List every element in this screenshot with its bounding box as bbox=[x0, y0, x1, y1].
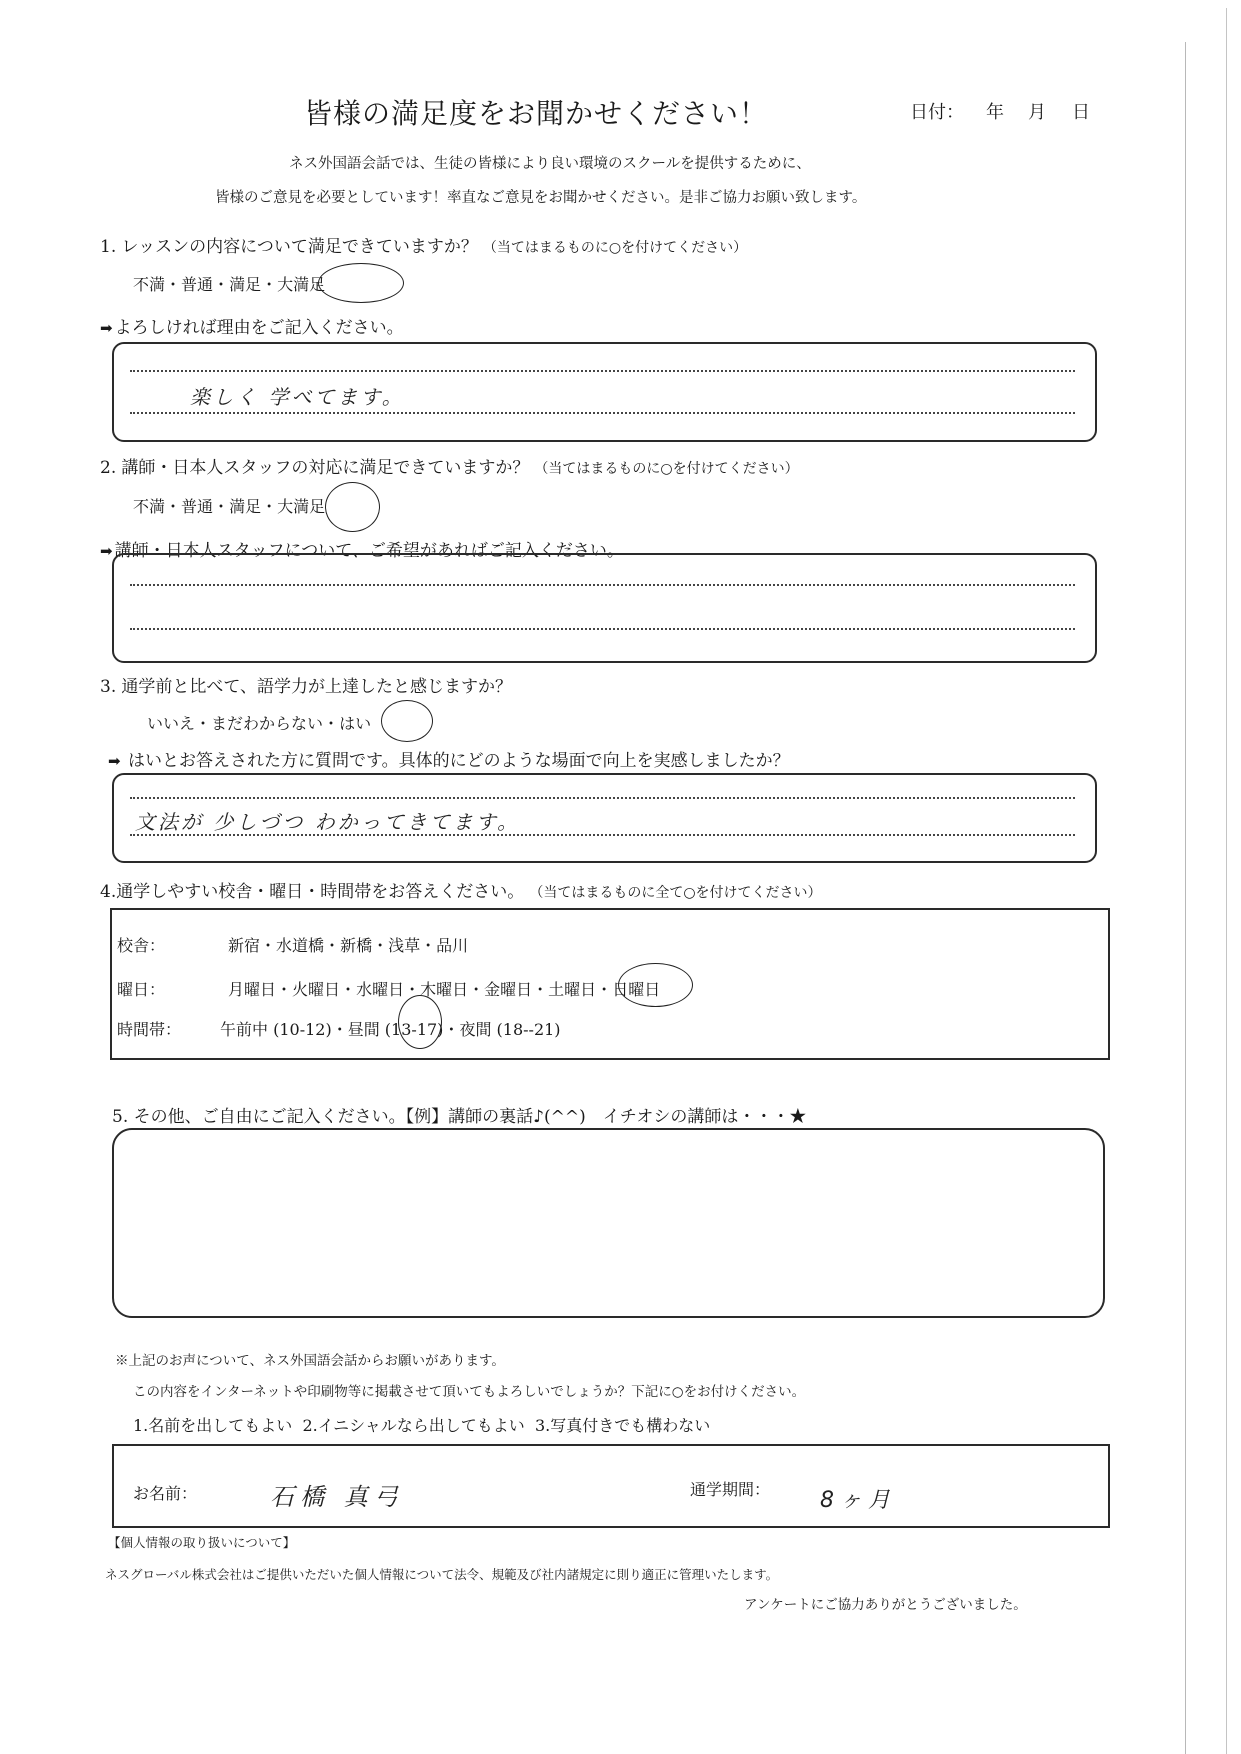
q1-option-1[interactable]: 不満 bbox=[133, 275, 166, 294]
q1-option-4-selected[interactable]: 大満足 bbox=[277, 275, 326, 294]
day-option[interactable]: 月曜日 bbox=[228, 980, 277, 999]
consent-option-3[interactable]: 3.写真付きでも構わない bbox=[534, 1416, 711, 1435]
q1-heading bbox=[100, 232, 747, 257]
q3-options: いいえ・まだわからない・はい bbox=[147, 714, 372, 733]
q4-time-label: 時間帯： bbox=[117, 1020, 182, 1039]
day-option[interactable]: 金曜日 bbox=[484, 980, 533, 999]
arrow-right-icon: ➡ bbox=[108, 752, 121, 770]
consent-option-1[interactable]: 1.名前を出してもよい bbox=[133, 1416, 293, 1435]
q5-heading bbox=[112, 1102, 806, 1127]
q2-answer-box[interactable] bbox=[112, 553, 1097, 663]
q1-option-2[interactable]: 普通 bbox=[181, 275, 214, 294]
q2-option-4-selected[interactable]: 大満足 bbox=[277, 497, 326, 516]
thanks-message: アンケートにご協力ありがとうございました。 bbox=[744, 1597, 1027, 1613]
q4-number: 4. bbox=[100, 882, 117, 902]
time-option-selected[interactable]: 昼間 (13-17) bbox=[347, 1020, 444, 1039]
q3-option-2[interactable]: まだわからない bbox=[211, 714, 324, 733]
q2-prompt: ➡ 講師・日本人スタッフについて、ご希望があればご記入ください。 bbox=[100, 541, 624, 561]
q1-handwritten-answer: 楽しく 学べてます。 bbox=[190, 385, 405, 409]
q4-hint: （当てはまるものに全て○を付けてください） bbox=[529, 885, 822, 901]
privacy-text: ネスグローバル株式会社はご提供いただいた個人情報について法令、規範及び社内諸規定に則り適正に管理いたします。 bbox=[105, 1567, 779, 1582]
q1-number: 1. bbox=[100, 237, 117, 257]
q4-day-selection-circle bbox=[618, 963, 693, 1007]
date-label: 日付： bbox=[910, 102, 964, 123]
q1-options: 不満・普通・満足・大満足 bbox=[133, 275, 326, 294]
campus-option[interactable]: 水道橋 bbox=[276, 936, 325, 955]
student-name-value[interactable]: 石橋 真弓 bbox=[270, 1483, 404, 1511]
q5-question: その他、ご自由にご記入ください。【例】講師の裏話♪(^^) イチオシの講師は・・・★ bbox=[133, 1107, 807, 1127]
study-period-label: 通学期間： bbox=[690, 1480, 771, 1499]
q1-selection-circle bbox=[318, 263, 404, 303]
q3-prompt: ➡ はいとお答えされた方に質問です。具体的にどのような場面で向上を実感しましたか？ bbox=[108, 751, 790, 771]
consent-request: この内容をインターネットや印刷物等に掲載させて頂いてもよろしいでしょうか？下記に○をお付けください。 bbox=[133, 1384, 806, 1400]
day-option[interactable]: 火曜日 bbox=[292, 980, 341, 999]
intro-line-1: ネス外国語会話では、生徒の皆様により良い環境のスクールを提供するために、 bbox=[289, 156, 811, 172]
writing-line bbox=[130, 797, 1075, 799]
writing-line bbox=[130, 584, 1075, 586]
q3-selection-circle bbox=[381, 700, 433, 742]
writing-line bbox=[130, 412, 1075, 414]
q4-day-options: 月曜日・火曜日・水曜日・木曜日・金曜日・土曜日・日曜日 bbox=[228, 980, 661, 999]
q3-option-1[interactable]: いいえ bbox=[147, 714, 196, 733]
student-name-label: お名前： bbox=[133, 1484, 198, 1503]
scan-edge-line bbox=[1226, 8, 1227, 1754]
q2-heading bbox=[100, 453, 799, 478]
day-option[interactable]: 日曜日 bbox=[612, 980, 661, 999]
arrow-right-icon: ➡ bbox=[100, 319, 113, 337]
writing-line bbox=[130, 628, 1075, 630]
arrow-right-icon: ➡ bbox=[100, 542, 113, 560]
q3-handwritten-answer: 文法が 少しづつ わかってきてます。 bbox=[135, 810, 521, 834]
date-month-label: 月 bbox=[1028, 102, 1046, 123]
q2-question: 講師・日本人スタッフの対応に満足できていますか？ bbox=[121, 458, 530, 478]
q2-selection-circle bbox=[325, 482, 380, 532]
day-option[interactable]: 木曜日 bbox=[420, 980, 469, 999]
consent-option-2[interactable]: 2.イニシャルなら出してもよい bbox=[302, 1416, 525, 1435]
privacy-heading: 【個人情報の取り扱いについて】 bbox=[108, 1535, 296, 1550]
campus-option[interactable]: 浅草 bbox=[388, 936, 421, 955]
student-info-box bbox=[112, 1444, 1110, 1528]
time-option[interactable]: 午前中 (10-12) bbox=[220, 1020, 332, 1039]
writing-line bbox=[130, 370, 1075, 372]
date-day-label: 日 bbox=[1072, 102, 1090, 123]
q3-option-3-selected[interactable]: はい bbox=[339, 714, 372, 733]
q1-prompt: ➡ よろしければ理由をご記入ください。 bbox=[100, 318, 404, 338]
intro-line-2: 皆様のご意見を必要としています！率直なご意見をお聞かせください。是非ご協力お願い致します。 bbox=[215, 190, 867, 206]
q4-campus-options: 新宿・水道橋・新橋・浅草・品川 bbox=[228, 936, 469, 955]
q5-answer-box[interactable] bbox=[112, 1128, 1105, 1318]
q2-hint: （当てはまるものに○を付けてください） bbox=[534, 461, 799, 477]
q2-number: 2. bbox=[100, 458, 117, 478]
q4-time-selection-circle bbox=[398, 995, 442, 1049]
day-option[interactable]: 水曜日 bbox=[356, 980, 405, 999]
day-option-selected[interactable]: 土曜日 bbox=[548, 980, 597, 999]
q4-day-label: 曜日： bbox=[117, 980, 166, 999]
q2-option-2[interactable]: 普通 bbox=[181, 497, 214, 516]
q3-heading bbox=[100, 672, 512, 697]
q4-question: 通学しやすい校舎・曜日・時間帯をお答えください。 bbox=[116, 882, 525, 902]
study-period-value[interactable]: 8ヶ月 bbox=[820, 1488, 896, 1513]
page-title: 皆様の満足度をお聞かせください！ bbox=[304, 97, 769, 130]
q4-heading bbox=[100, 877, 822, 902]
consent-options bbox=[133, 1413, 710, 1436]
q5-number: 5. bbox=[112, 1107, 129, 1127]
campus-option[interactable]: 品川 bbox=[436, 936, 469, 955]
q2-option-1[interactable]: 不満 bbox=[133, 497, 166, 516]
q2-option-3[interactable]: 満足 bbox=[229, 497, 262, 516]
q3-number: 3. bbox=[100, 677, 117, 697]
q4-campus-label: 校舎： bbox=[117, 936, 166, 955]
date-year-label: 年 bbox=[986, 102, 1004, 123]
consent-note: ※上記のお声について、ネス外国語会話からお願いがあります。 bbox=[115, 1353, 505, 1369]
q1-option-3[interactable]: 満足 bbox=[229, 275, 262, 294]
q1-hint: （当てはまるものに○を付けてください） bbox=[482, 240, 748, 256]
q2-options: 不満・普通・満足・大満足 bbox=[133, 497, 326, 516]
campus-option[interactable]: 新宿 bbox=[228, 936, 261, 955]
q1-question: レッスンの内容について満足できていますか？ bbox=[121, 237, 478, 257]
scan-edge-line bbox=[1185, 42, 1186, 1754]
campus-option[interactable]: 新橋 bbox=[340, 936, 373, 955]
q4-time-options: 午前中 (10-12)・昼間 (13-17)・夜間 (18--21) bbox=[220, 1020, 561, 1039]
time-option[interactable]: 夜間 (18--21) bbox=[459, 1020, 561, 1039]
q3-question: 通学前と比べて、語学力が上達したと感じますか？ bbox=[121, 677, 512, 697]
